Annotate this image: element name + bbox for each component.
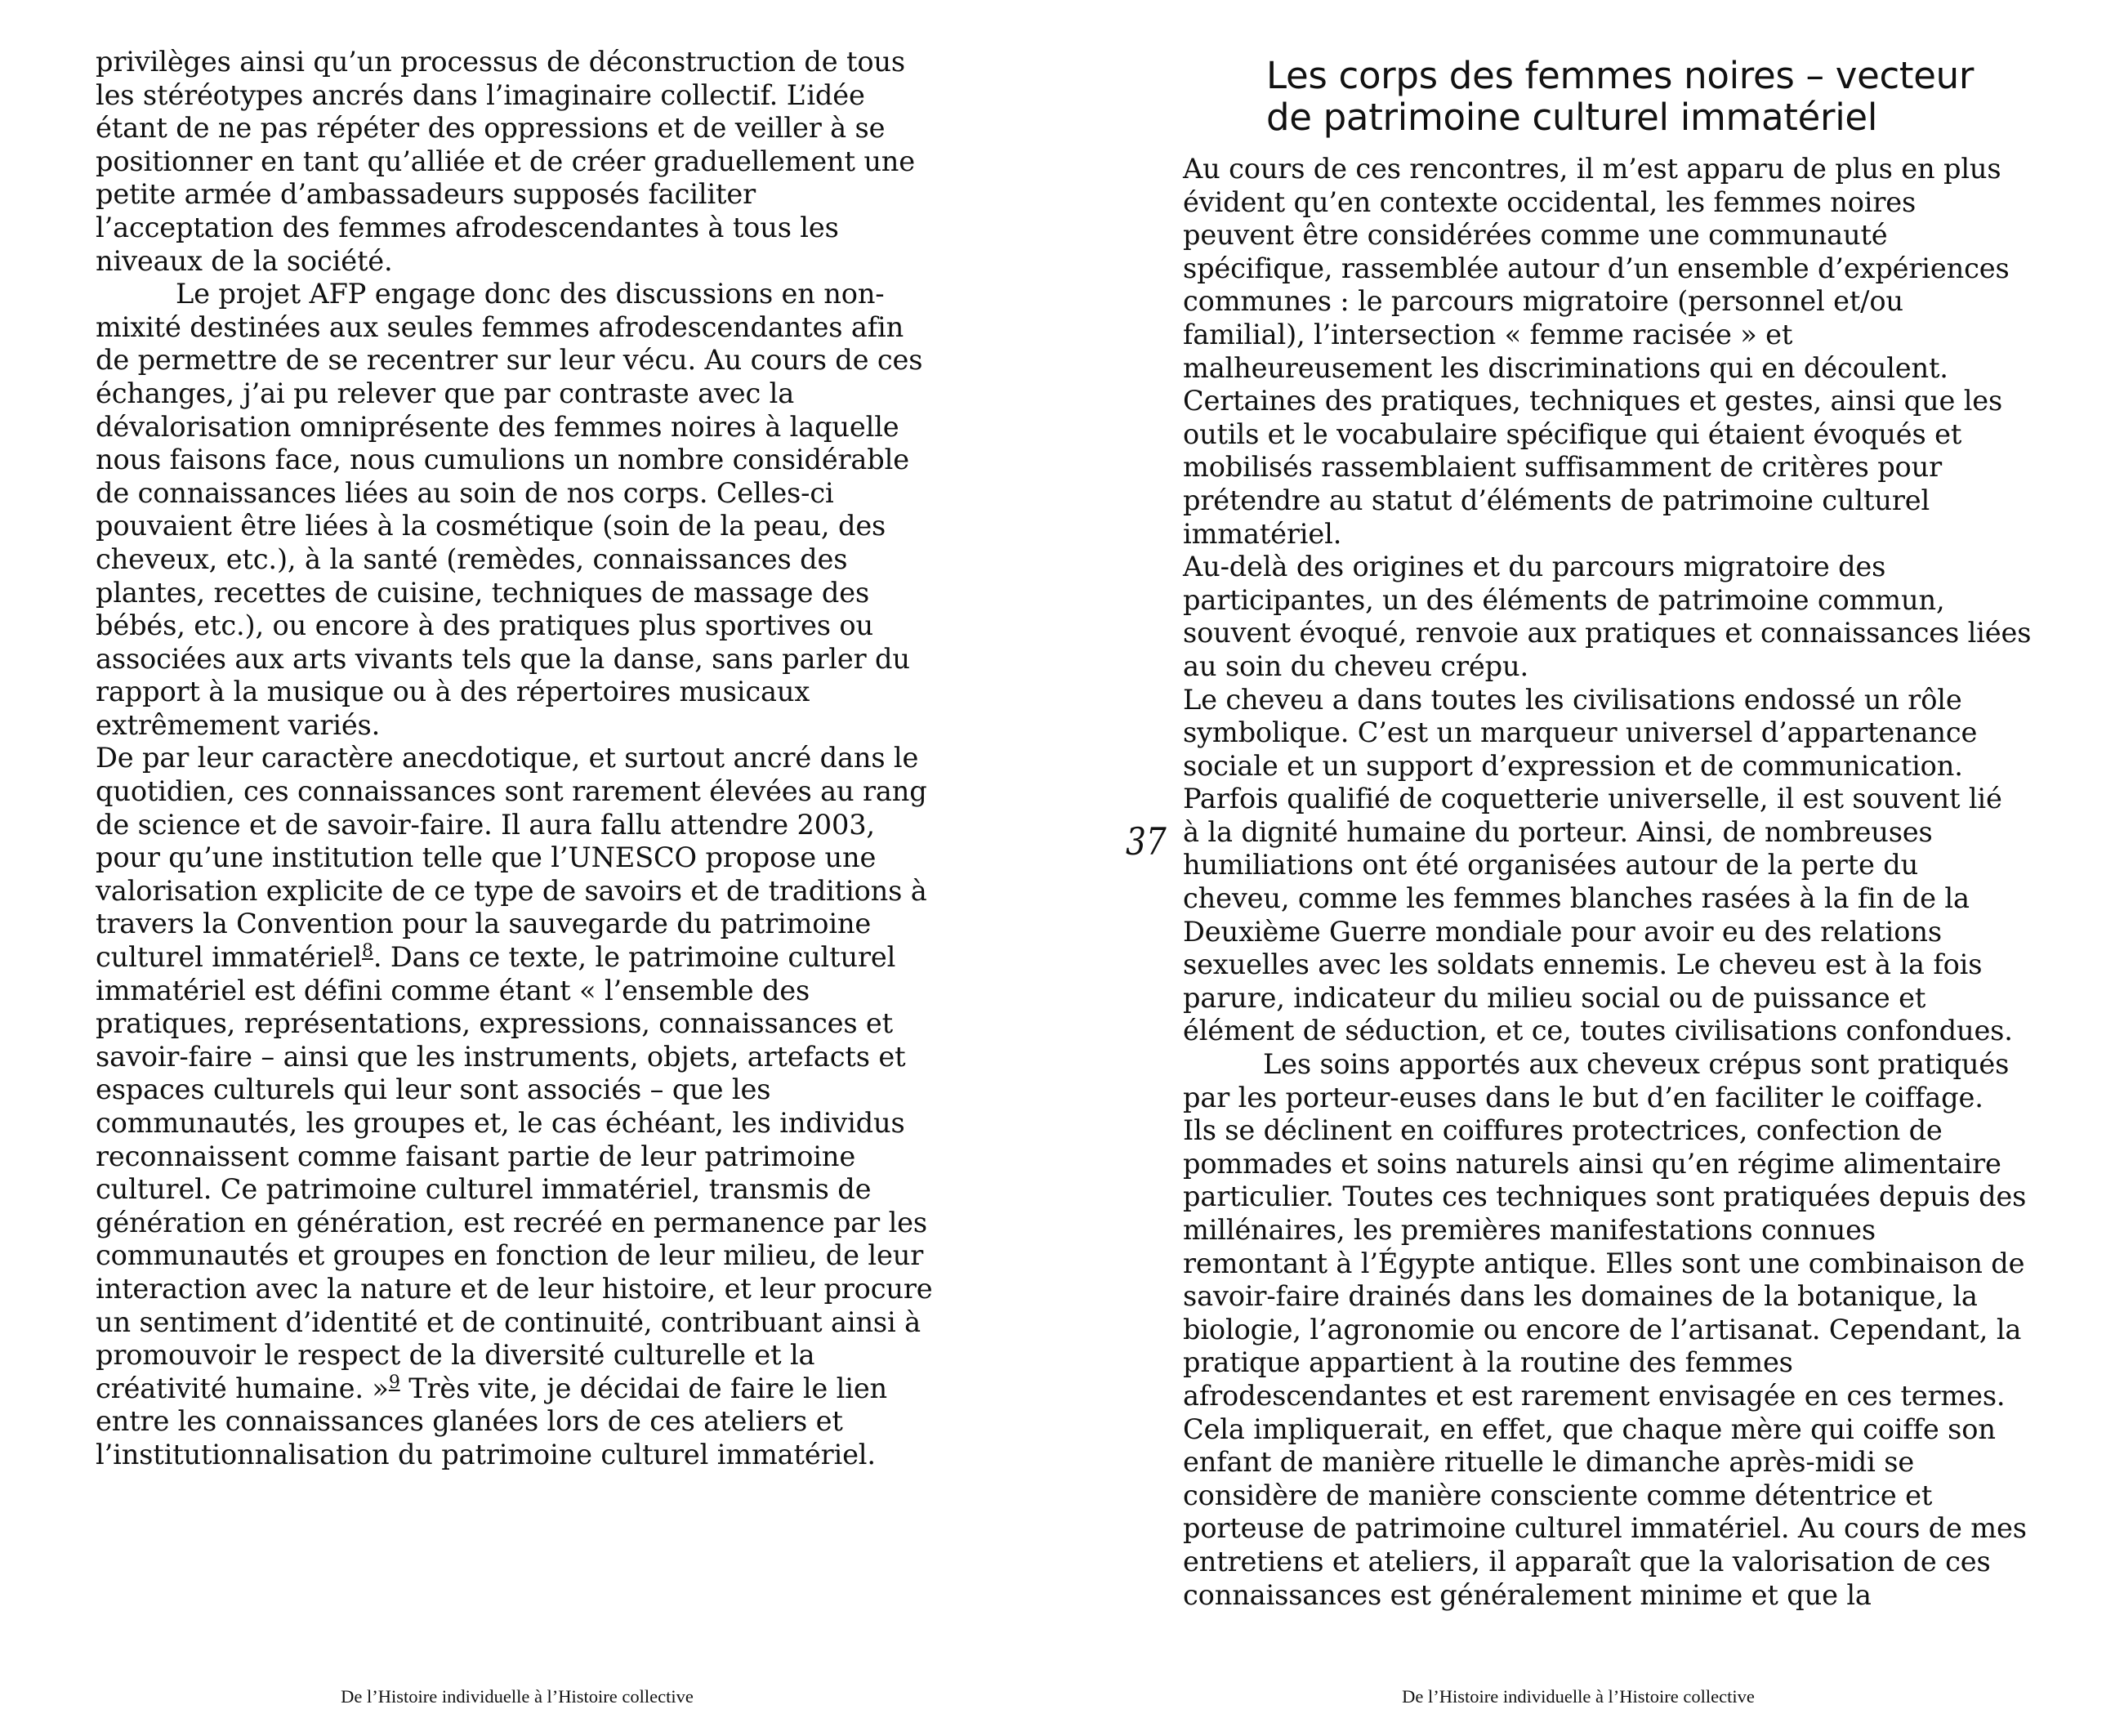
text-line xyxy=(96,444,962,477)
line-text: génération en génération, est recréé en permanence par les xyxy=(96,1206,927,1238)
line-text: mobilisés rassemblaient suffisamment de critères pour xyxy=(1183,451,1942,484)
line-text: l’institutionnalisation du patrimoine culturel immatériel. xyxy=(96,1438,876,1470)
text-line xyxy=(1183,1479,2049,1513)
line-text: savoir-faire drainés dans les domaines de la botanique, la xyxy=(1183,1280,1978,1313)
line-text: Le projet AFP engage donc des discussions en non- xyxy=(176,278,885,310)
line-text: immatériel est défini comme étant « l’ensemble des xyxy=(96,974,810,1006)
text-line xyxy=(96,676,962,709)
text-line xyxy=(96,510,962,543)
text-line xyxy=(1183,916,2049,949)
text-line xyxy=(1183,684,2049,717)
line-text: millénaires, les premières manifestations connues xyxy=(1183,1214,1876,1246)
line-text: cheveux, etc.), à la santé (remèdes, connaissances des xyxy=(96,542,848,575)
line-text: spécifique, rassemblée autour d’un ensemble d’expériences xyxy=(1183,252,2010,284)
text-line xyxy=(96,941,962,975)
text-line xyxy=(96,1041,962,1074)
text-line xyxy=(96,1273,962,1306)
text-line xyxy=(1183,219,2049,252)
line-text: Certaines des pratiques, techniques et gestes, ainsi que les xyxy=(1183,385,2003,417)
text-line xyxy=(1183,750,2049,783)
line-text: Parfois qualifié de coquetterie universelle, il est souvent lié xyxy=(1183,783,2002,815)
text-line xyxy=(1183,849,2049,882)
line-text: Au-delà des origines et du parcours migratoire des xyxy=(1183,551,1886,583)
line-text: savoir-faire – ainsi que les instruments, objets, artefacts et xyxy=(96,1040,906,1073)
line-text: humiliations ont été organisées autour de la perte du xyxy=(1183,849,1919,881)
line-text: associées aux arts vivants tels que la danse, sans parler du xyxy=(96,642,910,675)
line-text: pommades et soins naturels ainsi qu’en régime alimentaire xyxy=(1183,1147,2001,1180)
text-line xyxy=(96,875,962,908)
heading-line: Les corps des femmes noires – vecteur xyxy=(1266,54,1975,97)
text-line xyxy=(1183,1214,2049,1247)
text-line xyxy=(1183,518,2049,551)
line-text: considère de manière consciente comme détentrice et xyxy=(1183,1479,1933,1511)
text-line xyxy=(1183,1413,2049,1447)
text-line xyxy=(96,477,962,511)
page-number: 37 xyxy=(1126,819,1167,864)
text-line xyxy=(96,1306,962,1340)
text-line xyxy=(1183,285,2049,319)
section-heading xyxy=(1266,55,2083,138)
line-text: à la dignité humaine du porteur. Ainsi, de nombreuses xyxy=(1183,815,1933,848)
left-body-text xyxy=(96,46,962,1472)
line-text: particulier. Toutes ces techniques sont pratiquées depuis des xyxy=(1183,1180,2027,1213)
line-text: plantes, recettes de cuisine, techniques de massage des xyxy=(96,576,870,609)
line-text: De par leur caractère anecdotique, et surtout ancré dans le xyxy=(96,742,919,774)
text-line xyxy=(96,112,962,145)
line-text: valorisation explicite de ce type de savoirs et de traditions à xyxy=(96,874,927,907)
line-text: sexuelles avec les soldats ennemis. Le cheveu est à la fois xyxy=(1183,948,1983,981)
right-page xyxy=(1062,0,2124,1736)
line-text: communautés, les groupes et, le cas échéant, les individus xyxy=(96,1107,905,1139)
line-text: de permettre de se recentrer sur leur vécu. Au cours de ces xyxy=(96,344,923,377)
line-text: échanges, j’ai pu relever que par contraste avec la xyxy=(96,377,795,409)
line-text: communes : le parcours migratoire (personnel et/ou xyxy=(1183,285,1903,318)
text-line xyxy=(1183,551,2049,584)
text-line xyxy=(1183,252,2049,286)
line-text: remontant à l’Égypte antique. Elles sont une combinaison de xyxy=(1183,1247,2025,1279)
text-line xyxy=(1183,982,2049,1015)
text-line xyxy=(1183,1546,2049,1579)
right-running-footer: De l’Histoire individuelle à l’Histoire collective xyxy=(1402,1686,1755,1707)
line-text: prétendre au statut d’éléments de patrimoine culturel xyxy=(1183,484,1930,516)
text-line xyxy=(96,1173,962,1207)
line-text: enfant de manière rituelle le dimanche après-midi se xyxy=(1183,1446,1915,1479)
line-text: Le cheveu a dans toutes les civilisations endossé un rôle xyxy=(1183,683,1962,716)
text-line xyxy=(96,1207,962,1240)
line-text: de science et de savoir-faire. Il aura fallu attendre 2003, xyxy=(96,808,875,841)
line-text: afrodescendantes et est rarement envisagée en ces termes. xyxy=(1183,1379,2006,1412)
text-line xyxy=(1183,1314,2049,1347)
text-line xyxy=(96,178,962,212)
text-line xyxy=(96,46,962,79)
line-text: Au cours de ces rencontres, il m’est apparu de plus en plus xyxy=(1183,153,2001,185)
text-line xyxy=(96,609,962,643)
text-line xyxy=(96,278,962,311)
line-text: culturel. Ce patrimoine culturel immatériel, transmis de xyxy=(96,1173,872,1206)
text-line xyxy=(1183,352,2049,386)
line-text: l’acceptation des femmes afrodescendantes à tous les xyxy=(96,211,839,243)
line-text: outils et le vocabulaire spécifique qui étaient évoqués et xyxy=(1183,417,1962,450)
text-line xyxy=(1183,584,2049,618)
line-text: reconnaissent comme faisant partie de leur patrimoine xyxy=(96,1140,856,1172)
text-line xyxy=(96,908,962,941)
line-text: petite armée d’ambassadeurs supposés faciliter xyxy=(96,178,756,211)
text-line xyxy=(96,1239,962,1273)
line-text: Les soins apportés aux cheveux crépus sont pratiqués xyxy=(1263,1048,2010,1081)
line-text: souvent évoqué, renvoie aux pratiques et connaissances liées xyxy=(1183,617,2032,649)
text-line xyxy=(1183,716,2049,750)
line-text: connaissances est généralement minime et que la xyxy=(1183,1578,1872,1611)
line-text: privilèges ainsi qu’un processus de déconstruction de tous xyxy=(96,46,905,78)
text-line xyxy=(1183,1082,2049,1115)
line-text: familial), l’intersection « femme racisée » et xyxy=(1183,318,1793,350)
text-line xyxy=(1183,1148,2049,1181)
line-text: quotidien, ces connaissances sont rarement élevées au rang xyxy=(96,775,927,808)
line-text: Cela impliquerait, en effet, que chaque mère qui coiffe son xyxy=(1183,1412,1996,1445)
text-line xyxy=(96,1007,962,1041)
line-text: porteuse de patrimoine culturel immatériel. Au cours de mes xyxy=(1183,1512,2027,1545)
text-line xyxy=(1183,319,2049,352)
text-line xyxy=(96,1107,962,1140)
text-line xyxy=(96,841,962,875)
text-line xyxy=(96,742,962,775)
footnote-reference-link[interactable]: 8 xyxy=(361,941,373,962)
right-body-text xyxy=(1183,153,2049,1612)
text-line xyxy=(1183,418,2049,452)
text-line xyxy=(1183,153,2049,186)
line-text: nous faisons face, nous cumulions un nombre considérable xyxy=(96,444,909,476)
text-line xyxy=(1183,948,2049,982)
text-line xyxy=(1183,1380,2049,1413)
line-text: interaction avec la nature et de leur histoire, et leur procure xyxy=(96,1272,933,1305)
line-text: participantes, un des éléments de patrimoine commun, xyxy=(1183,583,1945,616)
line-text: les stéréotypes ancrés dans l’imaginaire collectif. L’idée xyxy=(96,78,865,111)
line-text: peuvent être considérées comme une communauté xyxy=(1183,219,1888,252)
text-line xyxy=(1183,1180,2049,1214)
line-text: pouvaient être liées à la cosmétique (soin de la peau, des xyxy=(96,510,886,542)
line-text: culturel immatériel xyxy=(96,941,362,974)
text-line xyxy=(1183,1579,2049,1613)
line-text: Deuxième Guerre mondiale pour avoir eu des relations xyxy=(1183,915,1942,948)
text-line xyxy=(96,79,962,113)
text-line xyxy=(1183,1512,2049,1546)
text-line xyxy=(1183,451,2049,484)
text-line xyxy=(1183,385,2049,418)
line-text: immatériel. xyxy=(1183,517,1342,550)
text-line xyxy=(96,311,962,345)
text-line xyxy=(96,245,962,279)
text-line xyxy=(96,643,962,676)
text-line xyxy=(1183,1114,2049,1148)
text-line xyxy=(1183,1015,2049,1048)
line-text: sociale et un support d’expression et de communication. xyxy=(1183,749,1963,782)
text-line xyxy=(1183,1346,2049,1380)
line-text: biologie, l’agronomie ou encore de l’artisanat. Cependant, la xyxy=(1183,1313,2022,1346)
line-text-continued: . Dans ce texte, le patrimoine culturel xyxy=(373,941,896,974)
text-line xyxy=(96,709,962,743)
line-text: de connaissances liées au soin de nos corps. Celles-ci xyxy=(96,476,834,509)
text-line xyxy=(1183,1048,2049,1082)
line-text: espaces culturels qui leur sont associés – que les xyxy=(96,1073,771,1106)
left-running-footer: De l’Histoire individuelle à l’Histoire collective xyxy=(341,1686,694,1707)
text-line xyxy=(96,1405,962,1439)
line-text: mixité destinées aux seules femmes afrodescendantes afin xyxy=(96,310,904,343)
line-text: parure, indicateur du milieu social ou de puissance et xyxy=(1183,981,1926,1014)
text-line xyxy=(1183,783,2049,816)
line-text: au soin du cheveu crépu. xyxy=(1183,649,1528,682)
line-text: évident qu’en contexte occidental, les femmes noires xyxy=(1183,185,1917,218)
line-text: pour qu’une institution telle que l’UNESCO propose une xyxy=(96,841,877,874)
line-text: Ils se déclinent en coiffures protectrices, confection de xyxy=(1183,1114,1943,1147)
text-line xyxy=(1183,186,2049,220)
line-text: un sentiment d’identité et de continuité, contribuant ainsi à xyxy=(96,1305,921,1338)
line-text: bébés, etc.), ou encore à des pratiques plus sportives ou xyxy=(96,609,873,642)
text-line xyxy=(96,377,962,411)
text-line xyxy=(1183,1446,2049,1479)
text-line xyxy=(96,775,962,809)
line-text: symbolique. C’est un marqueur universel d’appartenance xyxy=(1183,716,1978,749)
line-text: malheureusement les discriminations qui en découlent. xyxy=(1183,351,1948,384)
text-line xyxy=(96,411,962,444)
line-text: cheveu, comme les femmes blanches rasées à la fin de la xyxy=(1183,882,1970,915)
text-line xyxy=(96,1140,962,1174)
text-line xyxy=(1183,1247,2049,1281)
text-line xyxy=(96,543,962,577)
line-text: rapport à la musique ou à des répertoires musicaux xyxy=(96,676,810,708)
line-text: pratiques, représentations, expressions, connaissances et xyxy=(96,1007,893,1040)
line-text: entretiens et ateliers, il apparaît que la valorisation de ces xyxy=(1183,1545,1991,1578)
text-line xyxy=(1183,816,2049,850)
text-line xyxy=(1183,882,2049,916)
text-line xyxy=(96,1372,962,1406)
line-text: positionner en tant qu’alliée et de créer graduellement une xyxy=(96,145,915,177)
footnote-reference-link[interactable]: 9 xyxy=(388,1372,400,1393)
line-text: étant de ne pas répéter des oppressions et de veiller à se xyxy=(96,112,886,145)
line-text: pratique appartient à la routine des femmes xyxy=(1183,1346,1793,1379)
text-line xyxy=(1183,650,2049,684)
text-line xyxy=(96,975,962,1008)
line-text: élément de séduction, et ce, toutes civilisations confondues. xyxy=(1183,1015,2013,1047)
line-text-continued: Très vite, je décidai de faire le lien xyxy=(399,1372,888,1404)
text-line xyxy=(1183,617,2049,650)
text-line xyxy=(96,1339,962,1372)
text-line xyxy=(96,809,962,842)
line-text: dévalorisation omniprésente des femmes noires à laquelle xyxy=(96,410,899,443)
text-line xyxy=(96,577,962,610)
text-line xyxy=(96,1073,962,1107)
line-text: créativité humaine. » xyxy=(96,1372,389,1404)
line-text: promouvoir le respect de la diversité culturelle et la xyxy=(96,1339,815,1372)
line-text: travers la Convention pour la sauvegarde du patrimoine xyxy=(96,908,872,940)
text-line xyxy=(96,145,962,179)
text-line xyxy=(1183,484,2049,518)
line-text: extrêmement variés. xyxy=(96,708,381,741)
text-line xyxy=(96,212,962,245)
text-line xyxy=(96,344,962,377)
line-text: niveaux de la société. xyxy=(96,244,393,277)
line-text: entre les connaissances glanées lors de ces ateliers et xyxy=(96,1405,843,1438)
heading-line: de patrimoine culturel immatériel xyxy=(1266,96,1878,139)
text-line xyxy=(96,1439,962,1472)
text-line xyxy=(1183,1280,2049,1314)
line-text: communautés et groupes en fonction de leur milieu, de leur xyxy=(96,1239,924,1272)
line-text: par les porteur-euses dans le but d’en faciliter le coiffage. xyxy=(1183,1081,1983,1113)
